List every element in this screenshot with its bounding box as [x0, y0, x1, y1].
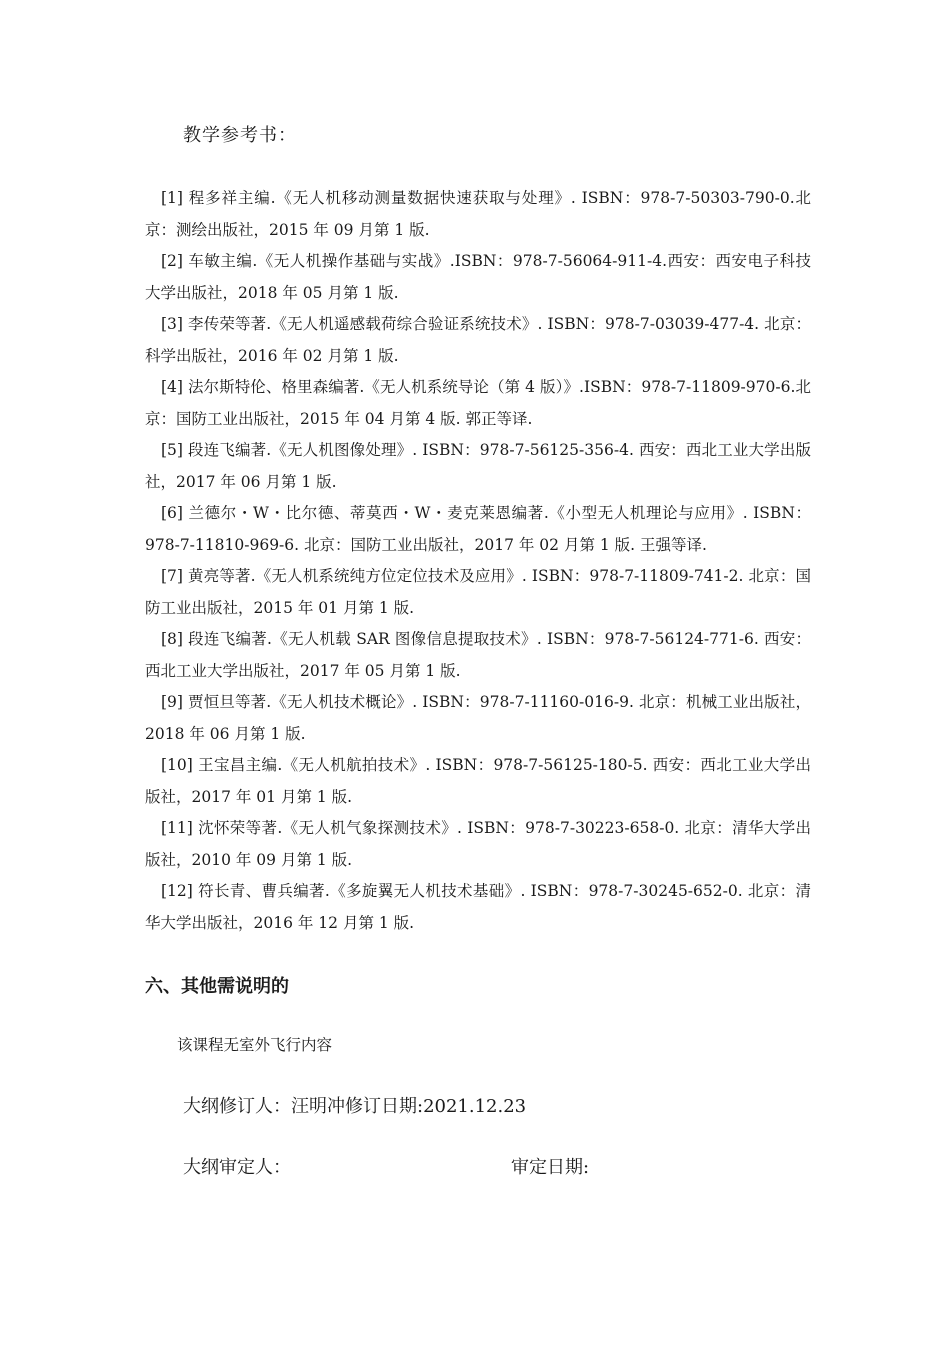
section-note: 该课程无室外飞行内容: [177, 1036, 333, 1054]
reference-item: [7] 黄亮等著.《无人机系统纯方位定位技术及应用》. ISBN：978-7-11809-741-2. 北京：国防工业出版社，2015 年 01 月第 1 版.: [145, 567, 811, 617]
reference-item: [10] 王宝昌主编.《无人机航拍技术》. ISBN：978-7-56125-180-5. 西安：西北工业大学出版社，2017 年 01 月第 1 版.: [145, 756, 811, 806]
reference-item: [3] 李传荣等著.《无人机遥感载荷综合验证系统技术》. ISBN：978-7-03039-477-4. 北京：科学出版社，2016 年 02 月第 1 版.: [145, 315, 811, 365]
reference-item: [4] 法尔斯特伦、格里森编著.《无人机系统导论（第 4 版）》.ISBN：978-7-11809-970-6.北京：国防工业出版社，2015 年 04 月第 4 版. 郭正等译.: [145, 378, 811, 428]
reference-item: [9] 贾恒旦等著.《无人机技术概论》. ISBN：978-7-11160-016-9. 北京：机械工业出版社，2018 年 06 月第 1 版.: [145, 693, 811, 743]
reference-item: [1] 程多祥主编.《无人机移动测量数据快速获取与处理》. ISBN：978-7-50303-790-0.北京：测绘出版社，2015 年 09 月第 1 版.: [145, 189, 811, 239]
approval-date-label: 审定日期:: [511, 1157, 590, 1178]
reference-item: [2] 车敏主编.《无人机操作基础与实战》.ISBN：978-7-56064-911-4.西安：西安电子科技大学出版社，2018 年 05 月第 1 版.: [145, 252, 811, 302]
revision-signature-line: 大纲修订人：汪明冲修订日期:2021.12.23: [183, 1096, 527, 1117]
reference-item: [5] 段连飞编著.《无人机图像处理》. ISBN：978-7-56125-356-4. 西安：西北工业大学出版社，2017 年 06 月第 1 版.: [145, 441, 811, 491]
reference-item: [6] 兰德尔・W・比尔德、蒂莫西・W・麦克莱恩编著.《小型无人机理论与应用》. ISBN：978-7-11810-969-6. 北京：国防工业出版社，2017 年 02 月第 1 版. 王强等译.: [145, 504, 811, 554]
reference-list: [145, 183, 811, 939]
section-title: 六、其他需说明的: [145, 976, 289, 997]
reference-item: [12] 符长青、曹兵编著.《多旋翼无人机技术基础》. ISBN：978-7-30245-652-0. 北京：清华大学出版社，2016 年 12 月第 1 版.: [145, 882, 811, 932]
reference-books-heading: 教学参考书：: [183, 125, 297, 146]
approver-label: 大纲审定人：: [183, 1157, 291, 1178]
reference-item: [8] 段连飞编著.《无人机载 SAR 图像信息提取技术》. ISBN：978-7-56124-771-6. 西安：西北工业大学出版社，2017 年 05 月第 1 版.: [145, 630, 811, 680]
reference-item: [11] 沈怀荣等著.《无人机气象探测技术》. ISBN：978-7-30223-658-0. 北京：清华大学出版社，2010 年 09 月第 1 版.: [145, 819, 811, 869]
